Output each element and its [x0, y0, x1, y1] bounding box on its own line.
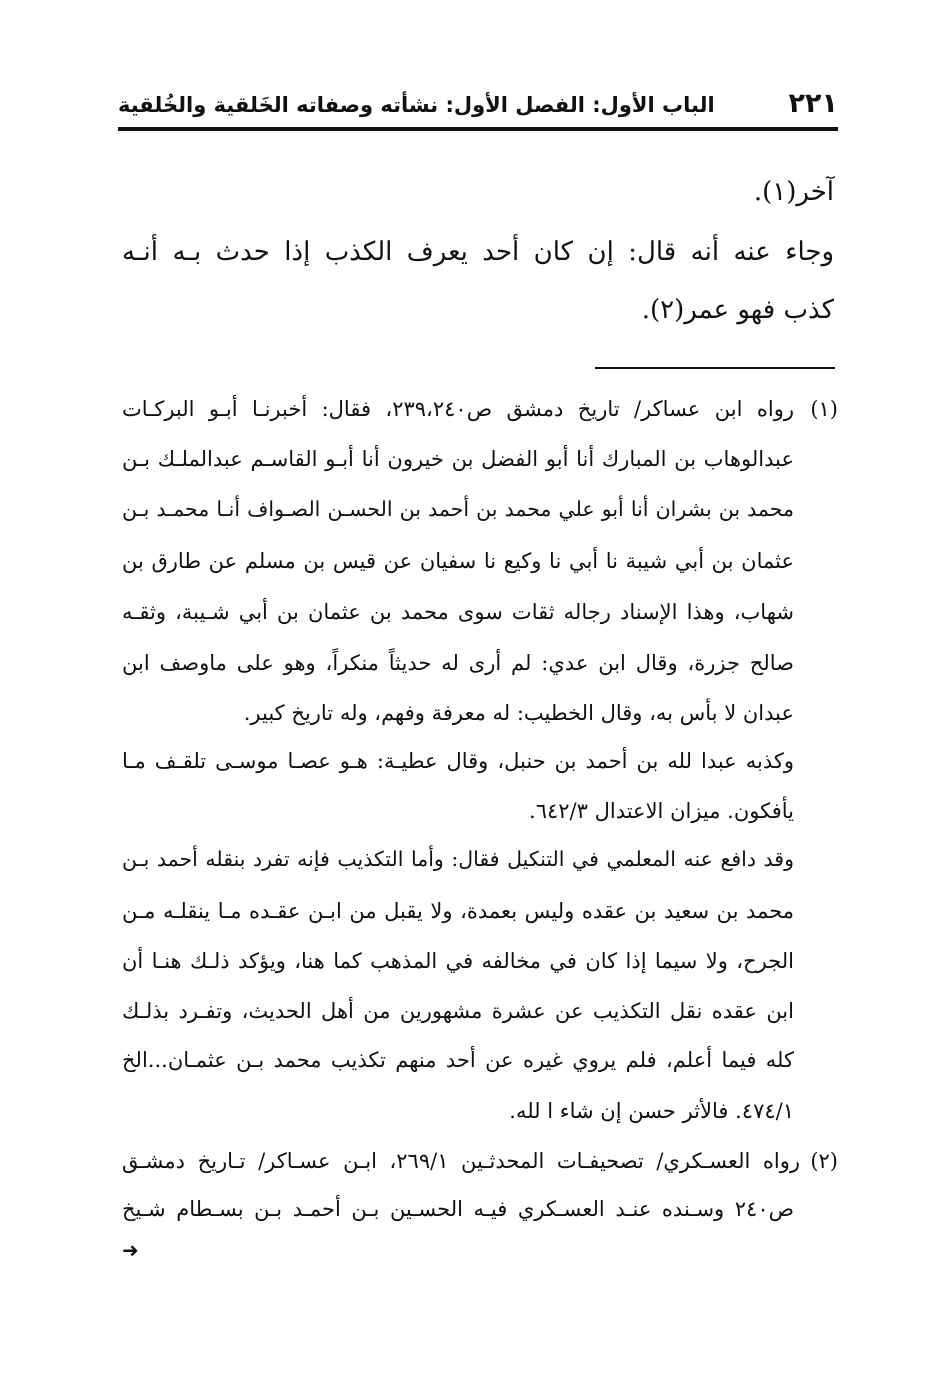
main-text-line: آخر(١). — [753, 177, 834, 207]
footnote-line: صالح جزرة، وقال ابن عدي: لم أرى له حديثاً منكراً، وهو على ماوصف ابن — [122, 651, 794, 675]
footnote-line: ٤٧٤/١. فالأثر حسن إن شاء ا لله. — [509, 1099, 794, 1123]
footnote-line: محمد بن سعيد بن عقده وليس بعمدة، ولا يقبل من ابـن عقـده مـا ينقلـه مـن — [122, 899, 794, 923]
footnote-line: شهاب، وهذا الإسناد رجاله ثقات سوى محمد بن عثمان بن أبي شـيبة، وثقـه — [122, 600, 794, 624]
footnote-line: ص٢٤٠ وسـنده عنـد العسـكري فيـه الحسـين بـن أحمـد بـن بسـطام شـيخ — [122, 1197, 794, 1221]
page-number: ٢٢١ — [788, 88, 838, 119]
main-text-line: وجاء عنه أنه قال: إن كان أحد يعرف الكذب إذا حدث بـه أنـه — [122, 237, 834, 267]
footnote-line: الجرح، ولا سيما إذا كان في مخالفه في المذهب كما هنا، ويؤكد ذلـك هنـا أن — [122, 949, 794, 973]
header-rule — [118, 127, 838, 131]
continuation-arrow-icon: ➜ — [122, 1238, 139, 1262]
footnote-number: (١) — [810, 397, 838, 421]
footnote-line: رواه ابن عساكر/ تاريخ دمشق ص٢٣٩،٢٤٠، فقال: أخبرنـا أبـو البركـات — [122, 397, 794, 421]
footnote-line: كله فيما أعلم، فلم يروي غيره عن أحد منهم تكذيب محمد بـن عثمـان...الخ — [122, 1048, 794, 1072]
footnote-line: وكذبه عبدا لله بن أحمد بن حنبل، وقال عطيـة: هـو عصـا موسـى تلقـف مـا — [122, 749, 794, 773]
footnote-separator — [595, 367, 835, 369]
footnote-line: عبدان لا بأس به، وقال الخطيب: له معرفة وفهم، وله تاريخ كبير. — [243, 701, 794, 725]
footnote-line: محمد بن بشران أنا أبو علي محمد بن أحمد بن الحسـن الصـواف أنـا محمـد بـن — [122, 497, 794, 521]
footnote-number: (٢) — [810, 1149, 838, 1173]
footnote-line: عبدالوهاب بن المبارك أنا أبو الفضل بن خيرون أنا أبـو القاسـم عبدالملـك بـن — [122, 447, 794, 471]
footnote-line: عثمان بن أبي شيبة نا أبي نا وكيع نا سفيان عن قيس بن مسلم عن طارق بن — [122, 549, 794, 573]
main-text-line: كذب فهو عمر(٢). — [641, 295, 834, 325]
page-header — [118, 86, 838, 126]
footnote-line: يأفكون. ميزان الاعتدال ٦٤٢/٣. — [529, 799, 794, 823]
footnote-line: رواه العسـكري/ تصحيفـات المحدثـين ٢٦٩/١، ابـن عسـاكر/ تـاريخ دمشـق — [122, 1149, 800, 1173]
footnote-line: ابن عقده نقل التكذيب عن عشرة مشهورين من أهل الحديث، وتفـرد بذلـك — [122, 999, 794, 1023]
footnote-line: وقد دافع عنه المعلمي في التنكيل فقال: وأما التكذيب فإنه تفرد بنقله أحمد بـن — [122, 847, 794, 871]
running-title: الباب الأول: الفصل الأول: نشأته وصفاته الخَلقية والخُلقية — [118, 93, 715, 117]
